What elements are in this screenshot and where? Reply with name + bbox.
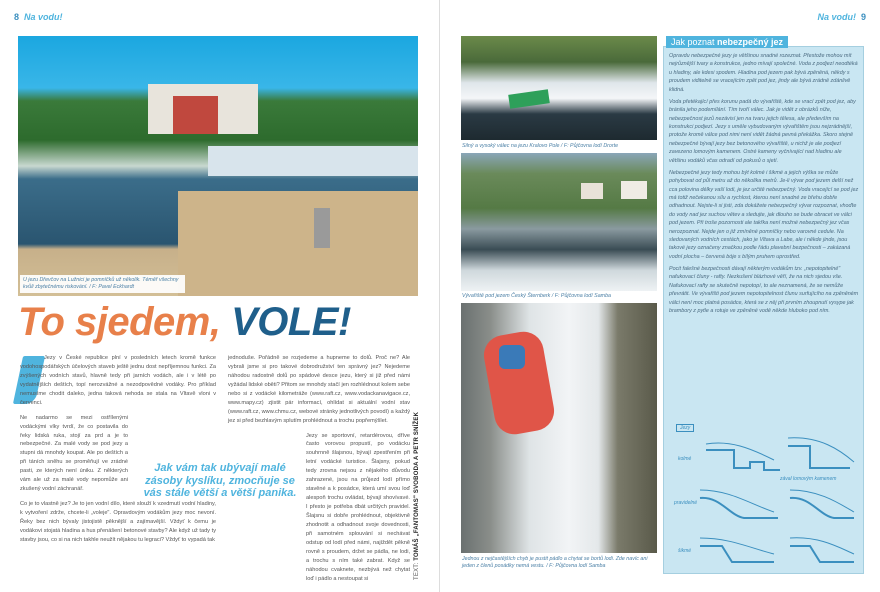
- paragraph: Pocit falešné bezpečnosti dávají některým vodákům tzv. „nepotopitelné" nafukovací čluny - rafty. Nezkušení blázhové věří, že na nich sjedou vše. Nafukovací rafty se skutečně nepotopí, to ale neznamená, že se nemůže převrátit. Ve vývařišti pod jezem nepotopitelnost člunu surfujícího na zpěněném válci není moc platná posádce, která se z něj při prvním zhoupnutí vysype jak brambory z pytle a rotuje ve zpěněné vodě někde hluboko pod ním.: [669, 266, 859, 314]
- photo-3-caption: Jednou z nejčastějších chyb je pustit pádlo a chytat se bortů lodi. Zde navíc ani jeden z členů posádky nemá vestu. / F: Půjčovna lodí Samba: [462, 556, 648, 570]
- weir-diagrams: [670, 420, 858, 570]
- weir-photo-2: [461, 153, 657, 291]
- paragraph: jednoduše. Pořádně se rozjedeme a hupneme to dolů. Proč ne? Ale vybrali jsme si pro takové dobrodružství ten správný jez? Nejedeme náhodou radostně dolů po spádové desce jezu, který si již před námi vyžádal lidské oběti? Přitom se mnohdy stačí jen rozhlédnout kolem sebe nebo si z vodácké kilometráže (www.raft.cz, www.vodackanavigace.cz, www.mapy.cz) zjistit pár informací, ohlídat si aktuální vodní stav (www.raft.cz, www.chmu.cz, webové stránky jednotlivých povodí) a každý jez si před bezhlavým splutím prohlédnout a trochu popřemýšlet.: [228, 355, 410, 424]
- page-number: 9: [860, 12, 866, 22]
- title-part2: VOLE!: [231, 300, 351, 344]
- photo-2-caption: Vývařiště pod jezem Český Šternberk / F: Půjčovna lodí Samba: [462, 293, 611, 299]
- paragraph: Co je to vlastně jez? Je to jen vodní dílo, které slouží k vzedmutí vodní hladiny, k vytvoření zdrže, chcete-li „voleje". Opravdovým vodákům jezy moc nevoní. Řeky bez nich bývaly jistojistě pěknější a zajímavější. Vždyť k čemu je vodákovi stojatá hladina a hus přenášení betonové stavby? Ale když už tady ty stavby jsou, co si na nich takhle neužít nějakou tu legraci? Vždyť to vypadá tak: [20, 501, 216, 543]
- right-folio: [817, 12, 866, 22]
- article-title: [18, 300, 351, 345]
- credit-name: TOMÁŠ „FANTOMAS" SVOBODA A PETR SNÍŽEK: [414, 411, 420, 561]
- label-oblique: šikmé: [678, 548, 692, 554]
- column-2: [228, 354, 410, 589]
- label-regular: pravidelné: [674, 500, 698, 506]
- riverbank: [178, 191, 418, 296]
- column-1: [20, 354, 216, 551]
- raft-photo: [461, 303, 657, 553]
- weir-main-photo: [18, 36, 418, 296]
- section-name: Na vodu!: [24, 12, 63, 22]
- label-vertical: kolmé: [678, 456, 692, 462]
- weir-profile-sketches: [670, 420, 858, 570]
- diagram-header: Jezy: [676, 424, 694, 432]
- label-stone: zával lomovým kamenem: [780, 476, 837, 482]
- weir-photo-1: [461, 36, 657, 140]
- paragraph: Nebezpečné jezy tedy mohou být kolmé i šikmé a jejich výška se může pohybovat od půl metru až do několika metrů. Je-li vývar pod jezem delší než cca polovina délky vaší lodi, je jez určitě nebezpečný. Voda vracející se pod jez má totiž nečekanou sílu a rychlost, kterou není snadné ze břehu dobře odhadnout. Nejste-li si jisti, zda dokážete nebezpečný vývar rozpoznat, vhoďte do vody nad jez suchou větev a sledujte, jak dlouho se bude obracet ve válci pod jezem. Při troše pozornosti ale takřka není možné nebezpečný jez včas nerozpoznat. Nejde jen o již zmíněné pomníčky nebo varovné cedule. Na sledovaných vodních cestách, jako je Vltava a Labe, ale i někde jinde, jsou takové jezy označeny značkou podle řádu plavební bezpečnosti – zakázaná vodní plocha – červená bóje s bílým pruhem uprostřed.: [669, 169, 859, 260]
- green-boat: [508, 89, 550, 108]
- credit-prefix: TEXT:: [414, 560, 420, 580]
- title-part1: To sjedem,: [18, 300, 232, 344]
- pull-quote: Jak vám tak ubývají malé zásoby kyslíku, zmocňuje se vás stále větší a větší panika.: [143, 462, 297, 500]
- paragraph: Opravdu nebezpečné jezy je většinou snadné rozeznat. Přestože mohou mít nejrůznější tvary a konstrukce, jedno mívají společné. Voda z podjezí neodtéká u hladiny, ale kdesi spodem. Hladina pod jezem pak bývá zpěněná, někdy s proudem viditelně se vracejícím zpět pod jez, jindy ale bývá zrádně zdánlivě klidná.: [669, 53, 858, 93]
- photo-1-caption: Silný a vysoký válec na jezu Kralovo Pole / F: Půjčovna lodí Drorte: [462, 143, 619, 149]
- page-number: 8: [14, 12, 20, 22]
- memorial-stone: [314, 208, 330, 248]
- red-building: [173, 96, 218, 134]
- paragraph: Jezy se sportovní, retardérovou, dříve často vorovou propustí, po vodácku souhrnně šlajsnou, bývají zpestřením při letní vodácké turistice. Šlajsny, pokud tedy zrovna nejsou z nějakého důvodu zahrazené, jsou na průjezd lodí přímo stavěné a k posádce, která umí svou loď alespoň trochu ovládat, bývají shovívavé. I přesto je potřeba dbát určitých pravidel. Šlajsnu si dobře prohlédnout, objektivně zhodnotit a odhadnout svoje dovednosti, při samotném splouvání si nechávat odstup od lodí před námi, najíždět pěkně rovně s proudem, držet se pádla, ne lodi, a trochu s ním také zabrat. Když se náhodou cvaknete, nezbývá než chytat loď i pádlo a nestoupat si: [306, 432, 410, 582]
- paddler: [499, 345, 525, 369]
- section-name: Na vodu!: [817, 12, 856, 22]
- weir-water: [208, 146, 418, 176]
- house: [581, 183, 603, 199]
- title-bold: nebezpečný jez: [717, 37, 784, 47]
- main-photo-caption: U jezu Dřevčov na Lužnici je pomníčků už několik. Téměř všechny kvůli zbytečnému riskování. / F: Pavel Eckhardt: [20, 275, 185, 293]
- author-credit: [414, 400, 424, 580]
- paragraph: Jezy v České republice plní v posledních letech kromě funkce vodohospodářských účelových staveb ještě jednu dost nepříjemnou funkci. Za zvýšených vodních stavů, hlavně tedy při jarních vodách, ale i v létě po vydatnějších deštích, topí nerozvážné a nezodpovědné vodáky. Pro příklad nemusíme chodit daleko, jedna taková nehoda se stala na Vltavě vloni v červenci.: [20, 355, 216, 406]
- info-box-title: [666, 36, 788, 48]
- left-folio: [14, 12, 63, 22]
- title-light: Jak poznat: [671, 37, 718, 47]
- paragraph: Ne nadarmo se mezi ostřílenými vodáckými vlky tvrdí, že co postavila do řeky lidská ruka, stojí za prd a je to nebezpečné. Za malé vody se pod jezy a stupni dá mnohdy koupat. Ale po deštích a při táních sněhu se proměňují ve zrádné pasti, ze kterých není úniku. Z některých vám ale už za malé vody nepomůže ani zkušený vodní záchranář.: [20, 414, 128, 493]
- paragraph: Voda přetékající přes korunu padá do vývařiště, kde se vrací zpět pod jez, aby bránila jeho podemílání. Tím tvoří válec. Jak je vidět z obrázků níže, nebezpečnost jezů nezávisí jen na tvaru jejich tělesa, ale především na konstrukci podjezí. Jezy s uměle vybudovaným vývařištěm jsou nejzrádnější, protože kromě válce pod nimi není vidět žádná pevná překážka. Skoro stejně nebezpečné bývají jezy bez betonového vývařiště, u nichž je ale podjezí zavezeno lomovým kamenem. Ostré kameny vyčnívající nad hladinu ale většinu vodáků včas odradí od pokusů o sjetí.: [669, 98, 856, 164]
- house: [621, 181, 647, 199]
- info-box-text: [669, 52, 859, 319]
